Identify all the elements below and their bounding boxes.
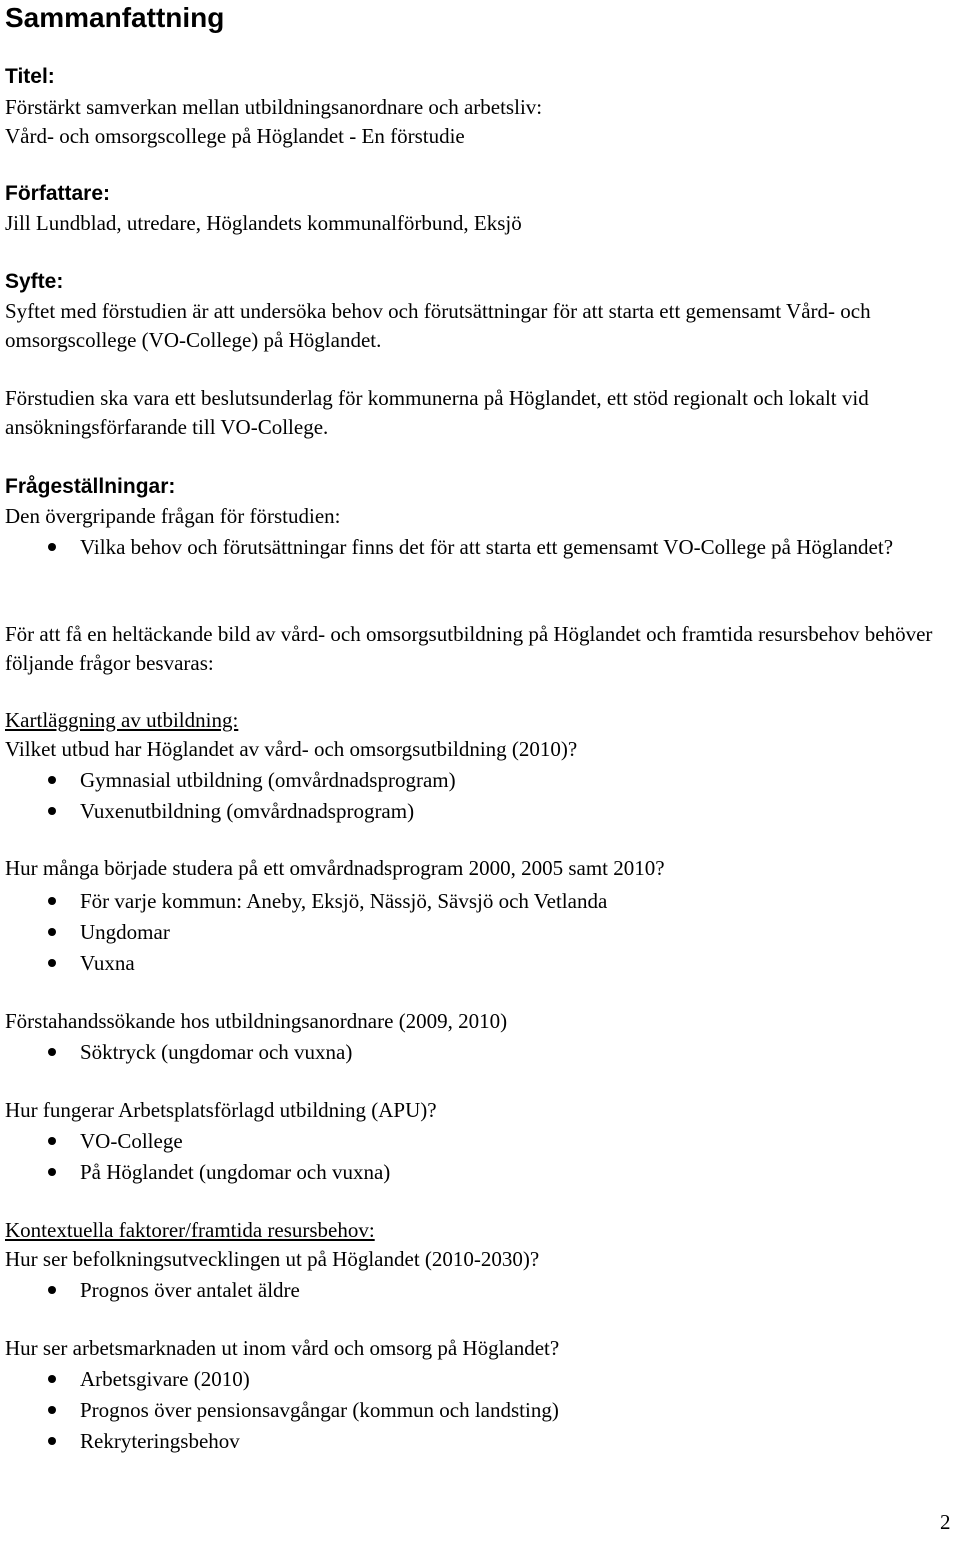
kontextuella-heading: Kontextuella faktorer/framtida resursbehov: bbox=[5, 1218, 375, 1242]
bullet-icon bbox=[48, 897, 56, 905]
page-title: Sammanfattning bbox=[5, 2, 225, 33]
syfte-paragraph-1: Syftet med förstudien är att undersöka behov och förutsättningar för att starta ett gemensamt Vård- och omsorgscollege (VO-College) på Höglandet. bbox=[5, 299, 871, 352]
titel-line-1: Förstärkt samverkan mellan utbildningsanordnare och arbetsliv: bbox=[5, 95, 543, 119]
bullet-icon bbox=[48, 1406, 56, 1414]
list-item: Prognos över antalet äldre bbox=[80, 1278, 300, 1302]
bullet-icon bbox=[48, 1375, 56, 1383]
kartlaggning-question-1: Vilket utbud har Höglandet av vård- och omsorgsutbildning (2010)? bbox=[5, 737, 578, 761]
page-number: 2 bbox=[940, 1510, 951, 1534]
list-item: För varje kommun: Aneby, Eksjö, Nässjö, Sävsjö och Vetlanda bbox=[80, 889, 608, 913]
kartlaggning-question-2: Hur många började studera på ett omvårdnadsprogram 2000, 2005 samt 2010? bbox=[5, 856, 665, 880]
list-item: Rekryteringsbehov bbox=[80, 1429, 240, 1453]
bullet-icon bbox=[48, 1168, 56, 1176]
bullet-icon bbox=[48, 928, 56, 936]
forfattare-text: Jill Lundblad, utredare, Höglandets kommunalförbund, Eksjö bbox=[5, 211, 522, 235]
syfte-paragraph-2: Förstudien ska vara ett beslutsunderlag för kommunerna på Höglandet, ett stöd regionalt och lokalt vid ansökningsförfarande till VO-College. bbox=[5, 386, 869, 439]
bullet-icon bbox=[48, 776, 56, 784]
bullet-icon bbox=[48, 1048, 56, 1056]
list-item: På Höglandet (ungdomar och vuxna) bbox=[80, 1160, 391, 1184]
kontextuella-question-2: Hur ser arbetsmarknaden ut inom vård och omsorg på Höglandet? bbox=[5, 1336, 560, 1360]
list-item: Vuxna bbox=[80, 951, 135, 975]
bullet-icon bbox=[48, 1286, 56, 1294]
kartlaggning-question-3: Förstahandssökande hos utbildningsanordnare (2009, 2010) bbox=[5, 1009, 508, 1033]
kontextuella-question-1: Hur ser befolkningsutvecklingen ut på Höglandet (2010-2030)? bbox=[5, 1247, 540, 1271]
list-item: Gymnasial utbildning (omvårdnadsprogram) bbox=[80, 768, 456, 792]
bullet-icon bbox=[48, 1437, 56, 1445]
list-item: Prognos över pensionsavgångar (kommun och landsting) bbox=[80, 1398, 559, 1422]
fragestallningar-bullet: Vilka behov och förutsättningar finns det för att starta ett gemensamt VO-College på Höglandet? bbox=[80, 535, 894, 559]
syfte-label: Syfte: bbox=[5, 270, 64, 293]
bullet-icon bbox=[48, 543, 56, 551]
kartlaggning-question-4: Hur fungerar Arbetsplatsförlagd utbildning (APU)? bbox=[5, 1098, 437, 1122]
titel-line-2: Vård- och omsorgscollege på Höglandet - En förstudie bbox=[5, 124, 465, 148]
fragestallningar-paragraph: För att få en heltäckande bild av vård- och omsorgsutbildning på Höglandet och framtida resursbehov behöver följande frågor besvaras: bbox=[5, 622, 933, 675]
forfattare-label: Författare: bbox=[5, 182, 111, 205]
bullet-icon bbox=[48, 1137, 56, 1145]
kartlaggning-heading: Kartläggning av utbildning: bbox=[5, 708, 239, 732]
list-item: Ungdomar bbox=[80, 920, 170, 944]
list-item: Arbetsgivare (2010) bbox=[80, 1367, 250, 1391]
titel-label: Titel: bbox=[5, 65, 55, 88]
fragestallningar-intro: Den övergripande frågan för förstudien: bbox=[5, 504, 341, 528]
list-item: Söktryck (ungdomar och vuxna) bbox=[80, 1040, 353, 1064]
list-item: VO-College bbox=[80, 1129, 183, 1153]
bullet-icon bbox=[48, 959, 56, 967]
list-item: Vuxenutbildning (omvårdnadsprogram) bbox=[80, 799, 415, 823]
bullet-icon bbox=[48, 807, 56, 815]
fragestallningar-label: Frågeställningar: bbox=[5, 475, 176, 498]
